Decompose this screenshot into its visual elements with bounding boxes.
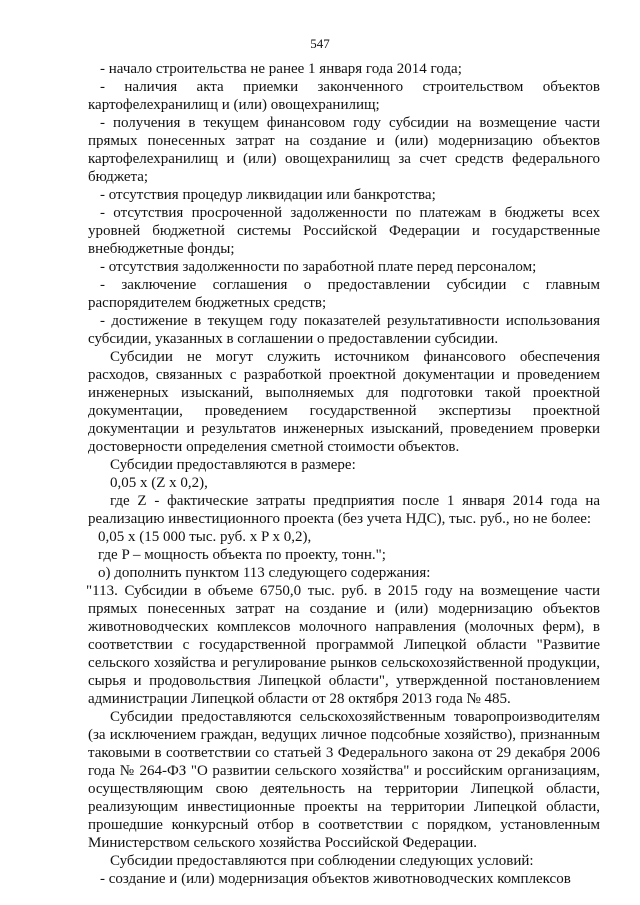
list-item: - заключение соглашения о предоставлении субсидии с главным распорядителем бюджетных средств; [88, 277, 600, 311]
paragraph: "113. Субсидии в объеме 6750,0 тыс. руб. в 2015 году на возмещение части прямых понесенных затрат на создание и (или) модернизацию объектов животноводческих комплексов молочного направления (молочных ферм), в соответствии с государственной программой Липецкой области "Развитие сельского хозяйства и регулирование рынков сельскохозяйственной продукции, сырья и продовольствия Липецкой области", утвержденной постановлением администрации Липецкой области от 28 октября 2013 года № 485. [86, 583, 600, 707]
list-item: - получения в текущем финансовом году субсидии на возмещение части прямых понесенных затрат на создание и (или) модернизацию объектов картофелехранилищ и (или) овощехранилищ за счет средств федерального бюджета; [88, 115, 600, 185]
document-body [88, 60, 600, 888]
list-item: - достижение в текущем году показателей результативности использования субсидии, указанных в соглашении о предоставлении субсидии. [88, 313, 600, 347]
formula: 0,05 x (Z x 0,2), [110, 475, 208, 491]
list-item: - создание и (или) модернизация объектов животноводческих комплексов [100, 871, 571, 887]
paragraph: Субсидии предоставляются в размере: [110, 457, 356, 473]
paragraph: о) дополнить пунктом 113 следующего содержания: [98, 565, 431, 581]
list-item: - начало строительства не ранее 1 января года 2014 года; [100, 61, 462, 77]
list-item: - отсутствия процедур ликвидации или банкротства; [100, 187, 436, 203]
paragraph: где P – мощность объекта по проекту, тонн."; [98, 547, 386, 563]
paragraph: где Z - фактические затраты предприятия после 1 января 2014 года на реализацию инвестиционного проекта (без учета НДС), тыс. руб., но не более: [88, 493, 600, 527]
list-item: - отсутствия просроченной задолженности по платежам в бюджеты всех уровней бюджетной системы Российской Федерации и государственные внебюджетные фонды; [88, 205, 600, 257]
list-item: - отсутствия задолженности по заработной плате перед персоналом; [100, 259, 537, 275]
page-number: 547 [310, 36, 330, 51]
paragraph: Субсидии не могут служить источником финансового обеспечения расходов, связанных с разработкой проектной документации и проведением инженерных изысканий, выполняемых для подготовки такой проектной документации, проведением государственной экспертизы проектной документации и результатов инженерных изысканий, проведением проверки достоверности определения сметной стоимости объектов. [88, 349, 600, 455]
paragraph: Субсидии предоставляются при соблюдении следующих условий: [110, 853, 534, 869]
formula: 0,05 x (15 000 тыс. руб. x P x 0,2), [98, 529, 312, 545]
list-item: - наличия акта приемки законченного строительством объектов картофелехранилищ и (или) овощехранилищ; [88, 79, 600, 113]
paragraph: Субсидии предоставляются сельскохозяйственным товаропроизводителям (за исключением граждан, ведущих личное подсобные хозяйство), признанным таковыми в соответствии со статьей 3 Федерального закона от 29 декабря 2006 года № 264-ФЗ "О развитии сельского хозяйства" и российским организациям, осуществляющим свою деятельность на территории Липецкой области, реализующим инвестиционные проекты на территории Липецкой области, прошедшие конкурсный отбор в соответствии с порядком, установленным Министерством сельского хозяйства Российской Федерации. [88, 709, 600, 851]
